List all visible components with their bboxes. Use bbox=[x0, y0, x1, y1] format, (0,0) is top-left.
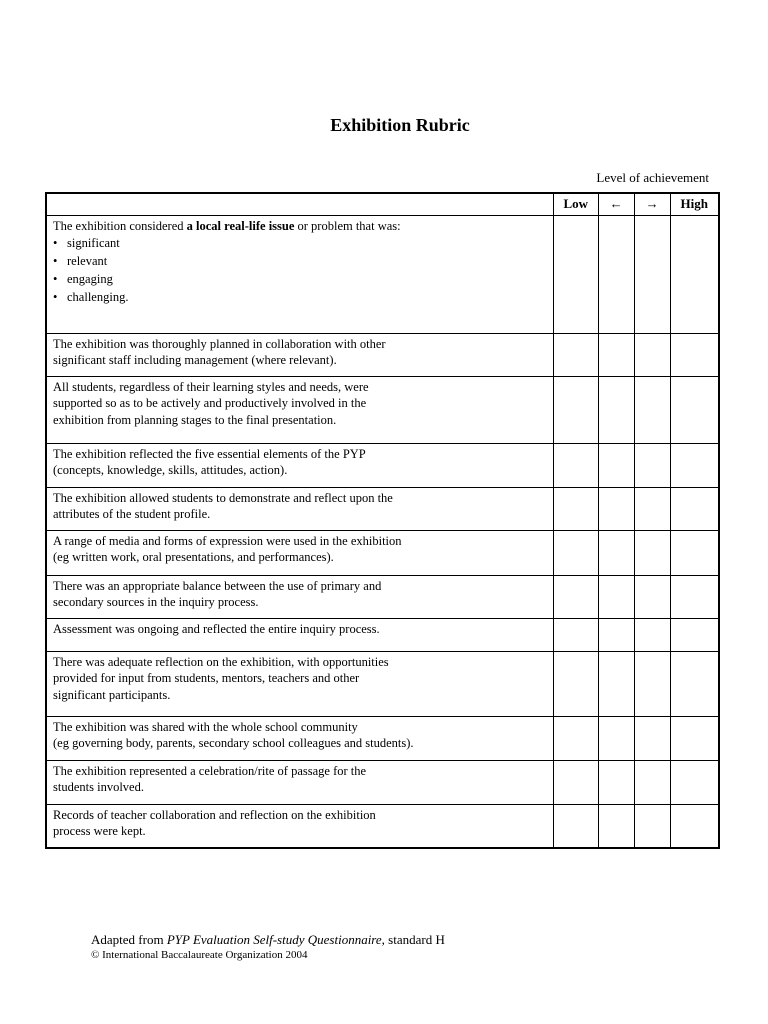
rating-cell-mid-high[interactable] bbox=[634, 215, 670, 333]
rating-cell-mid-low[interactable] bbox=[598, 760, 634, 804]
rating-cell-mid-low[interactable] bbox=[598, 215, 634, 333]
criterion-text: The exhibition considered a local real-life issue or problem that was: bbox=[53, 218, 401, 233]
criterion-text-line: (eg governing body, parents, secondary school colleagues and students). bbox=[53, 736, 414, 750]
criterion-cell bbox=[46, 575, 553, 618]
rating-cell-low[interactable] bbox=[553, 716, 598, 760]
list-item: • significant bbox=[53, 234, 547, 252]
table-row bbox=[46, 333, 719, 376]
header-right-arrow-icon: → bbox=[634, 193, 670, 215]
criterion-text-line: significant participants. bbox=[53, 687, 171, 702]
criterion-bullet-list bbox=[53, 234, 547, 306]
rating-cell-high[interactable] bbox=[670, 618, 719, 651]
rating-cell-low[interactable] bbox=[553, 333, 598, 376]
header-criteria-cell bbox=[46, 193, 553, 215]
criterion-text-line: attributes of the student profile. bbox=[53, 507, 211, 521]
rating-cell-mid-high[interactable] bbox=[634, 333, 670, 376]
criterion-text-line: A range of media and forms of expression were used in the exhibition bbox=[53, 533, 402, 548]
criterion-text-line: All students, regardless of their learning styles and needs, were bbox=[53, 379, 369, 394]
header-high: High bbox=[670, 193, 719, 215]
criterion-cell bbox=[46, 530, 553, 575]
criterion-cell bbox=[46, 716, 553, 760]
criterion-cell bbox=[46, 376, 553, 443]
criterion-text-line: The exhibition allowed students to demonstrate and reflect upon the bbox=[53, 490, 393, 505]
rating-cell-high[interactable] bbox=[670, 333, 719, 376]
copyright-notice: © International Baccalaureate Organization 2004 bbox=[91, 949, 308, 961]
rating-cell-high[interactable] bbox=[670, 804, 719, 848]
header-low: Low bbox=[553, 193, 598, 215]
table-row bbox=[46, 530, 719, 575]
rating-cell-mid-high[interactable] bbox=[634, 575, 670, 618]
header-row bbox=[46, 193, 719, 215]
criterion-text-line: There was adequate reflection on the exhibition, with opportunities bbox=[53, 654, 389, 669]
rating-cell-mid-high[interactable] bbox=[634, 443, 670, 487]
rating-cell-mid-high[interactable] bbox=[634, 530, 670, 575]
rating-cell-high[interactable] bbox=[670, 215, 719, 333]
criterion-cell bbox=[46, 333, 553, 376]
rating-cell-mid-high[interactable] bbox=[634, 651, 670, 716]
footer bbox=[91, 932, 445, 961]
table-row bbox=[46, 443, 719, 487]
criterion-text-line: (eg written work, oral presentations, and performances). bbox=[53, 550, 334, 564]
rating-cell-high[interactable] bbox=[670, 716, 719, 760]
rating-cell-mid-low[interactable] bbox=[598, 333, 634, 376]
criterion-text-line: The exhibition reflected the five essential elements of the PYP bbox=[53, 446, 366, 461]
rating-cell-mid-high[interactable] bbox=[634, 804, 670, 848]
table-row bbox=[46, 716, 719, 760]
criterion-text-line: provided for input from students, mentors, teachers and other bbox=[53, 671, 360, 685]
rating-cell-high[interactable] bbox=[670, 651, 719, 716]
rating-cell-mid-low[interactable] bbox=[598, 804, 634, 848]
rubric-table bbox=[45, 192, 720, 849]
criterion-text-line: The exhibition was thoroughly planned in collaboration with other bbox=[53, 336, 386, 351]
list-item: • relevant bbox=[53, 252, 547, 270]
rating-cell-low[interactable] bbox=[553, 575, 598, 618]
rating-cell-low[interactable] bbox=[553, 487, 598, 530]
rating-cell-mid-low[interactable] bbox=[598, 575, 634, 618]
rating-cell-low[interactable] bbox=[553, 376, 598, 443]
rating-cell-low[interactable] bbox=[553, 804, 598, 848]
rating-cell-low[interactable] bbox=[553, 530, 598, 575]
criterion-text-line: Assessment was ongoing and reflected the entire inquiry process. bbox=[53, 621, 380, 636]
list-item: • engaging bbox=[53, 270, 547, 288]
table-row bbox=[46, 651, 719, 716]
criterion-text-line: The exhibition was shared with the whole school community bbox=[53, 719, 358, 734]
rating-cell-mid-low[interactable] bbox=[598, 618, 634, 651]
rating-cell-mid-high[interactable] bbox=[634, 716, 670, 760]
rating-cell-low[interactable] bbox=[553, 651, 598, 716]
criterion-text-line: The exhibition represented a celebration/rite of passage for the bbox=[53, 763, 367, 778]
table-row bbox=[46, 376, 719, 443]
rating-cell-mid-high[interactable] bbox=[634, 618, 670, 651]
criterion-cell bbox=[46, 618, 553, 651]
rating-cell-mid-low[interactable] bbox=[598, 651, 634, 716]
criterion-text-line: secondary sources in the inquiry process. bbox=[53, 595, 259, 609]
rating-cell-high[interactable] bbox=[670, 376, 719, 443]
table-row bbox=[46, 760, 719, 804]
criterion-text-line: exhibition from planning stages to the final presentation. bbox=[53, 412, 337, 427]
rating-cell-high[interactable] bbox=[670, 530, 719, 575]
header-left-arrow-icon: ← bbox=[598, 193, 634, 215]
criterion-text-line: significant staff including management (where relevant). bbox=[53, 353, 337, 367]
rating-cell-mid-high[interactable] bbox=[634, 487, 670, 530]
rating-cell-mid-low[interactable] bbox=[598, 530, 634, 575]
criterion-text-line: supported so as to be actively and productively involved in the bbox=[53, 396, 367, 410]
rating-cell-low[interactable] bbox=[553, 760, 598, 804]
rating-cell-mid-low[interactable] bbox=[598, 376, 634, 443]
rating-cell-high[interactable] bbox=[670, 760, 719, 804]
criterion-cell bbox=[46, 215, 553, 333]
criterion-cell bbox=[46, 651, 553, 716]
rating-cell-mid-low[interactable] bbox=[598, 443, 634, 487]
rating-cell-mid-low[interactable] bbox=[598, 716, 634, 760]
rating-cell-high[interactable] bbox=[670, 443, 719, 487]
criterion-text-line: students involved. bbox=[53, 780, 144, 794]
adapted-from-note: Adapted from PYP Evaluation Self-study Questionnaire, standard H bbox=[91, 932, 445, 947]
rating-cell-mid-high[interactable] bbox=[634, 760, 670, 804]
table-row bbox=[46, 618, 719, 651]
level-of-achievement-label: Level of achievement bbox=[596, 170, 709, 185]
criterion-cell bbox=[46, 804, 553, 848]
criterion-text-line: There was an appropriate balance between the use of primary and bbox=[53, 578, 382, 593]
criterion-text-line: (concepts, knowledge, skills, attitudes, action). bbox=[53, 463, 288, 477]
table-row bbox=[46, 215, 719, 333]
rating-cell-high[interactable] bbox=[670, 487, 719, 530]
rating-cell-low[interactable] bbox=[553, 618, 598, 651]
criterion-cell bbox=[46, 487, 553, 530]
rating-cell-high[interactable] bbox=[670, 575, 719, 618]
table-row bbox=[46, 804, 719, 848]
list-item: • challenging. bbox=[53, 288, 547, 306]
criterion-cell bbox=[46, 443, 553, 487]
criterion-cell bbox=[46, 760, 553, 804]
criterion-text-line: process were kept. bbox=[53, 824, 146, 838]
table-row bbox=[46, 575, 719, 618]
document-title: Exhibition Rubric bbox=[330, 115, 470, 135]
criterion-text-line: Records of teacher collaboration and reflection on the exhibition bbox=[53, 807, 376, 822]
table-row bbox=[46, 487, 719, 530]
rating-cell-mid-low[interactable] bbox=[598, 487, 634, 530]
rating-cell-low[interactable] bbox=[553, 443, 598, 487]
rating-cell-low[interactable] bbox=[553, 215, 598, 333]
rating-cell-mid-high[interactable] bbox=[634, 376, 670, 443]
